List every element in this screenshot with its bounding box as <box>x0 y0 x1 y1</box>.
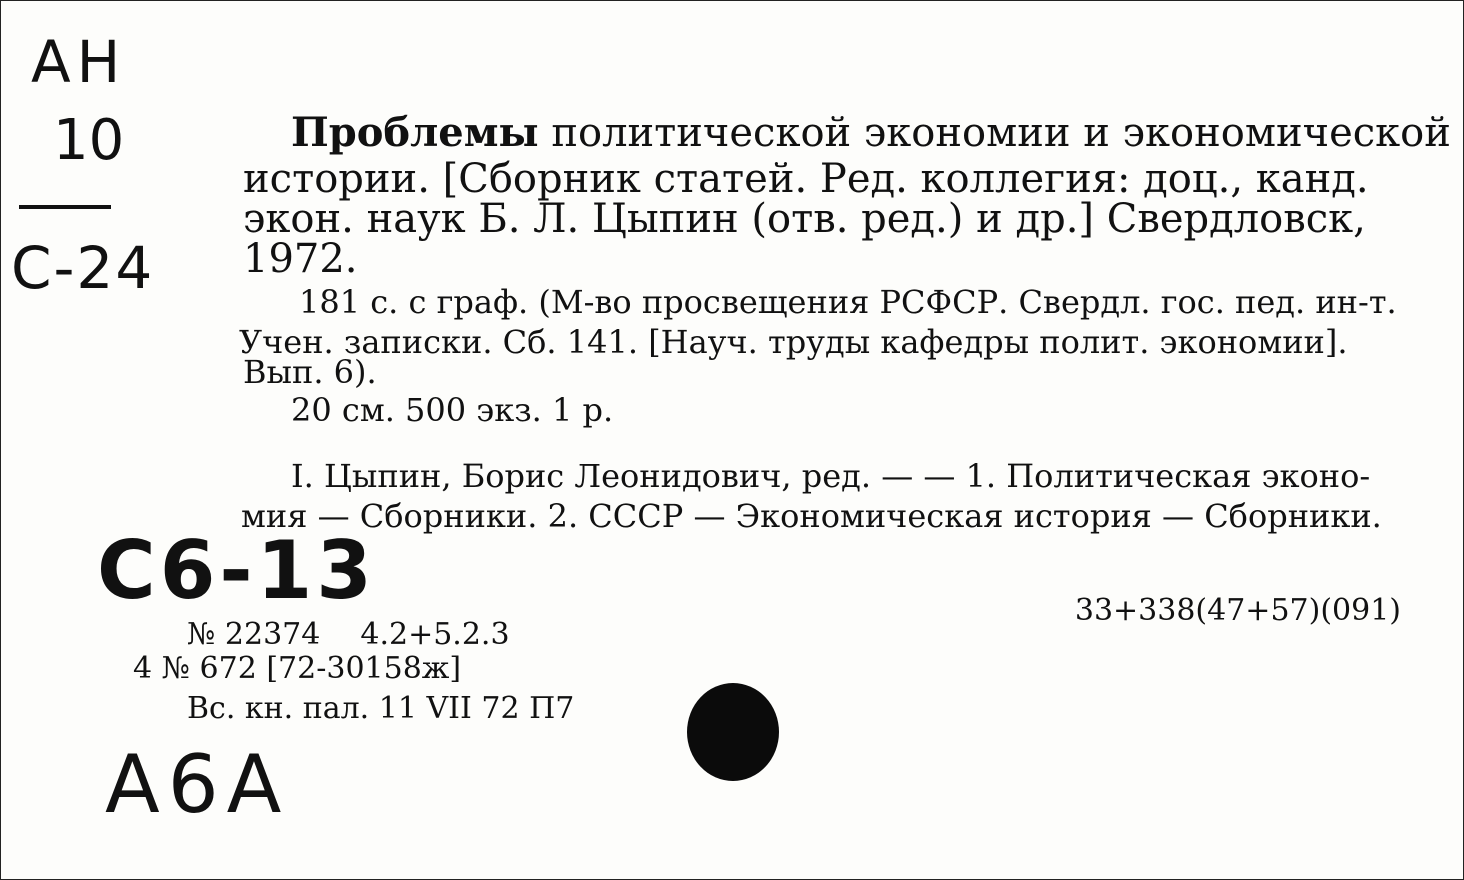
imprint-index: 4.2+5.2.3 <box>360 617 510 652</box>
punch-hole <box>687 683 779 781</box>
title-line-1 <box>291 109 1451 156</box>
description-line-1: 181 с. с граф. (М-во просвещения РСФСР. Свердл. гос. пед. ин-т. <box>299 283 1397 321</box>
udk-classification: 33+338(47+57)(091) <box>1074 593 1401 628</box>
imprint-line-1 <box>187 617 510 652</box>
shelf-mark-line3: С-24 <box>11 234 155 302</box>
imprint-line-2: 4 № 672 [72-30158ж] <box>133 651 462 686</box>
description-line-4: 20 см. 500 экз. 1 р. <box>291 391 614 429</box>
imprint-line-3: Вс. кн. пал. 11 VII 72 П7 <box>187 691 575 726</box>
shelf-mark-divider <box>19 205 111 209</box>
description-line-3: Вып. 6). <box>243 353 377 391</box>
title-line-2: истории. [Сборник статей. Ред. коллегия: доц., канд. <box>243 156 1369 202</box>
subject-line-1: I. Цыпин, Борис Леонидович, ред. — — 1. Политическая эконо- <box>291 457 1371 495</box>
bottom-handwritten-mark: А6А <box>105 738 290 831</box>
title-line-4: 1972. <box>243 236 358 282</box>
series-handwritten-mark: С6-13 <box>97 524 376 617</box>
title-keyword: Проблемы <box>291 109 539 156</box>
title-line-3: экон. наук Б. Л. Цыпин (отв. ред.) и др.] Свердловск, <box>243 196 1366 242</box>
description-line-2: Учен. записки. Сб. 141. [Науч. труды кафедры полит. экономии]. <box>239 323 1348 361</box>
shelf-mark-line2: 10 <box>53 108 125 173</box>
subject-line-2: мия — Сборники. 2. СССР — Экономическая история — Сборники. <box>241 497 1382 535</box>
title-line-1-rest: политической экономии и экономической <box>538 110 1451 156</box>
shelf-mark-line1: АН <box>31 28 127 96</box>
imprint-number: № 22374 <box>187 617 321 652</box>
